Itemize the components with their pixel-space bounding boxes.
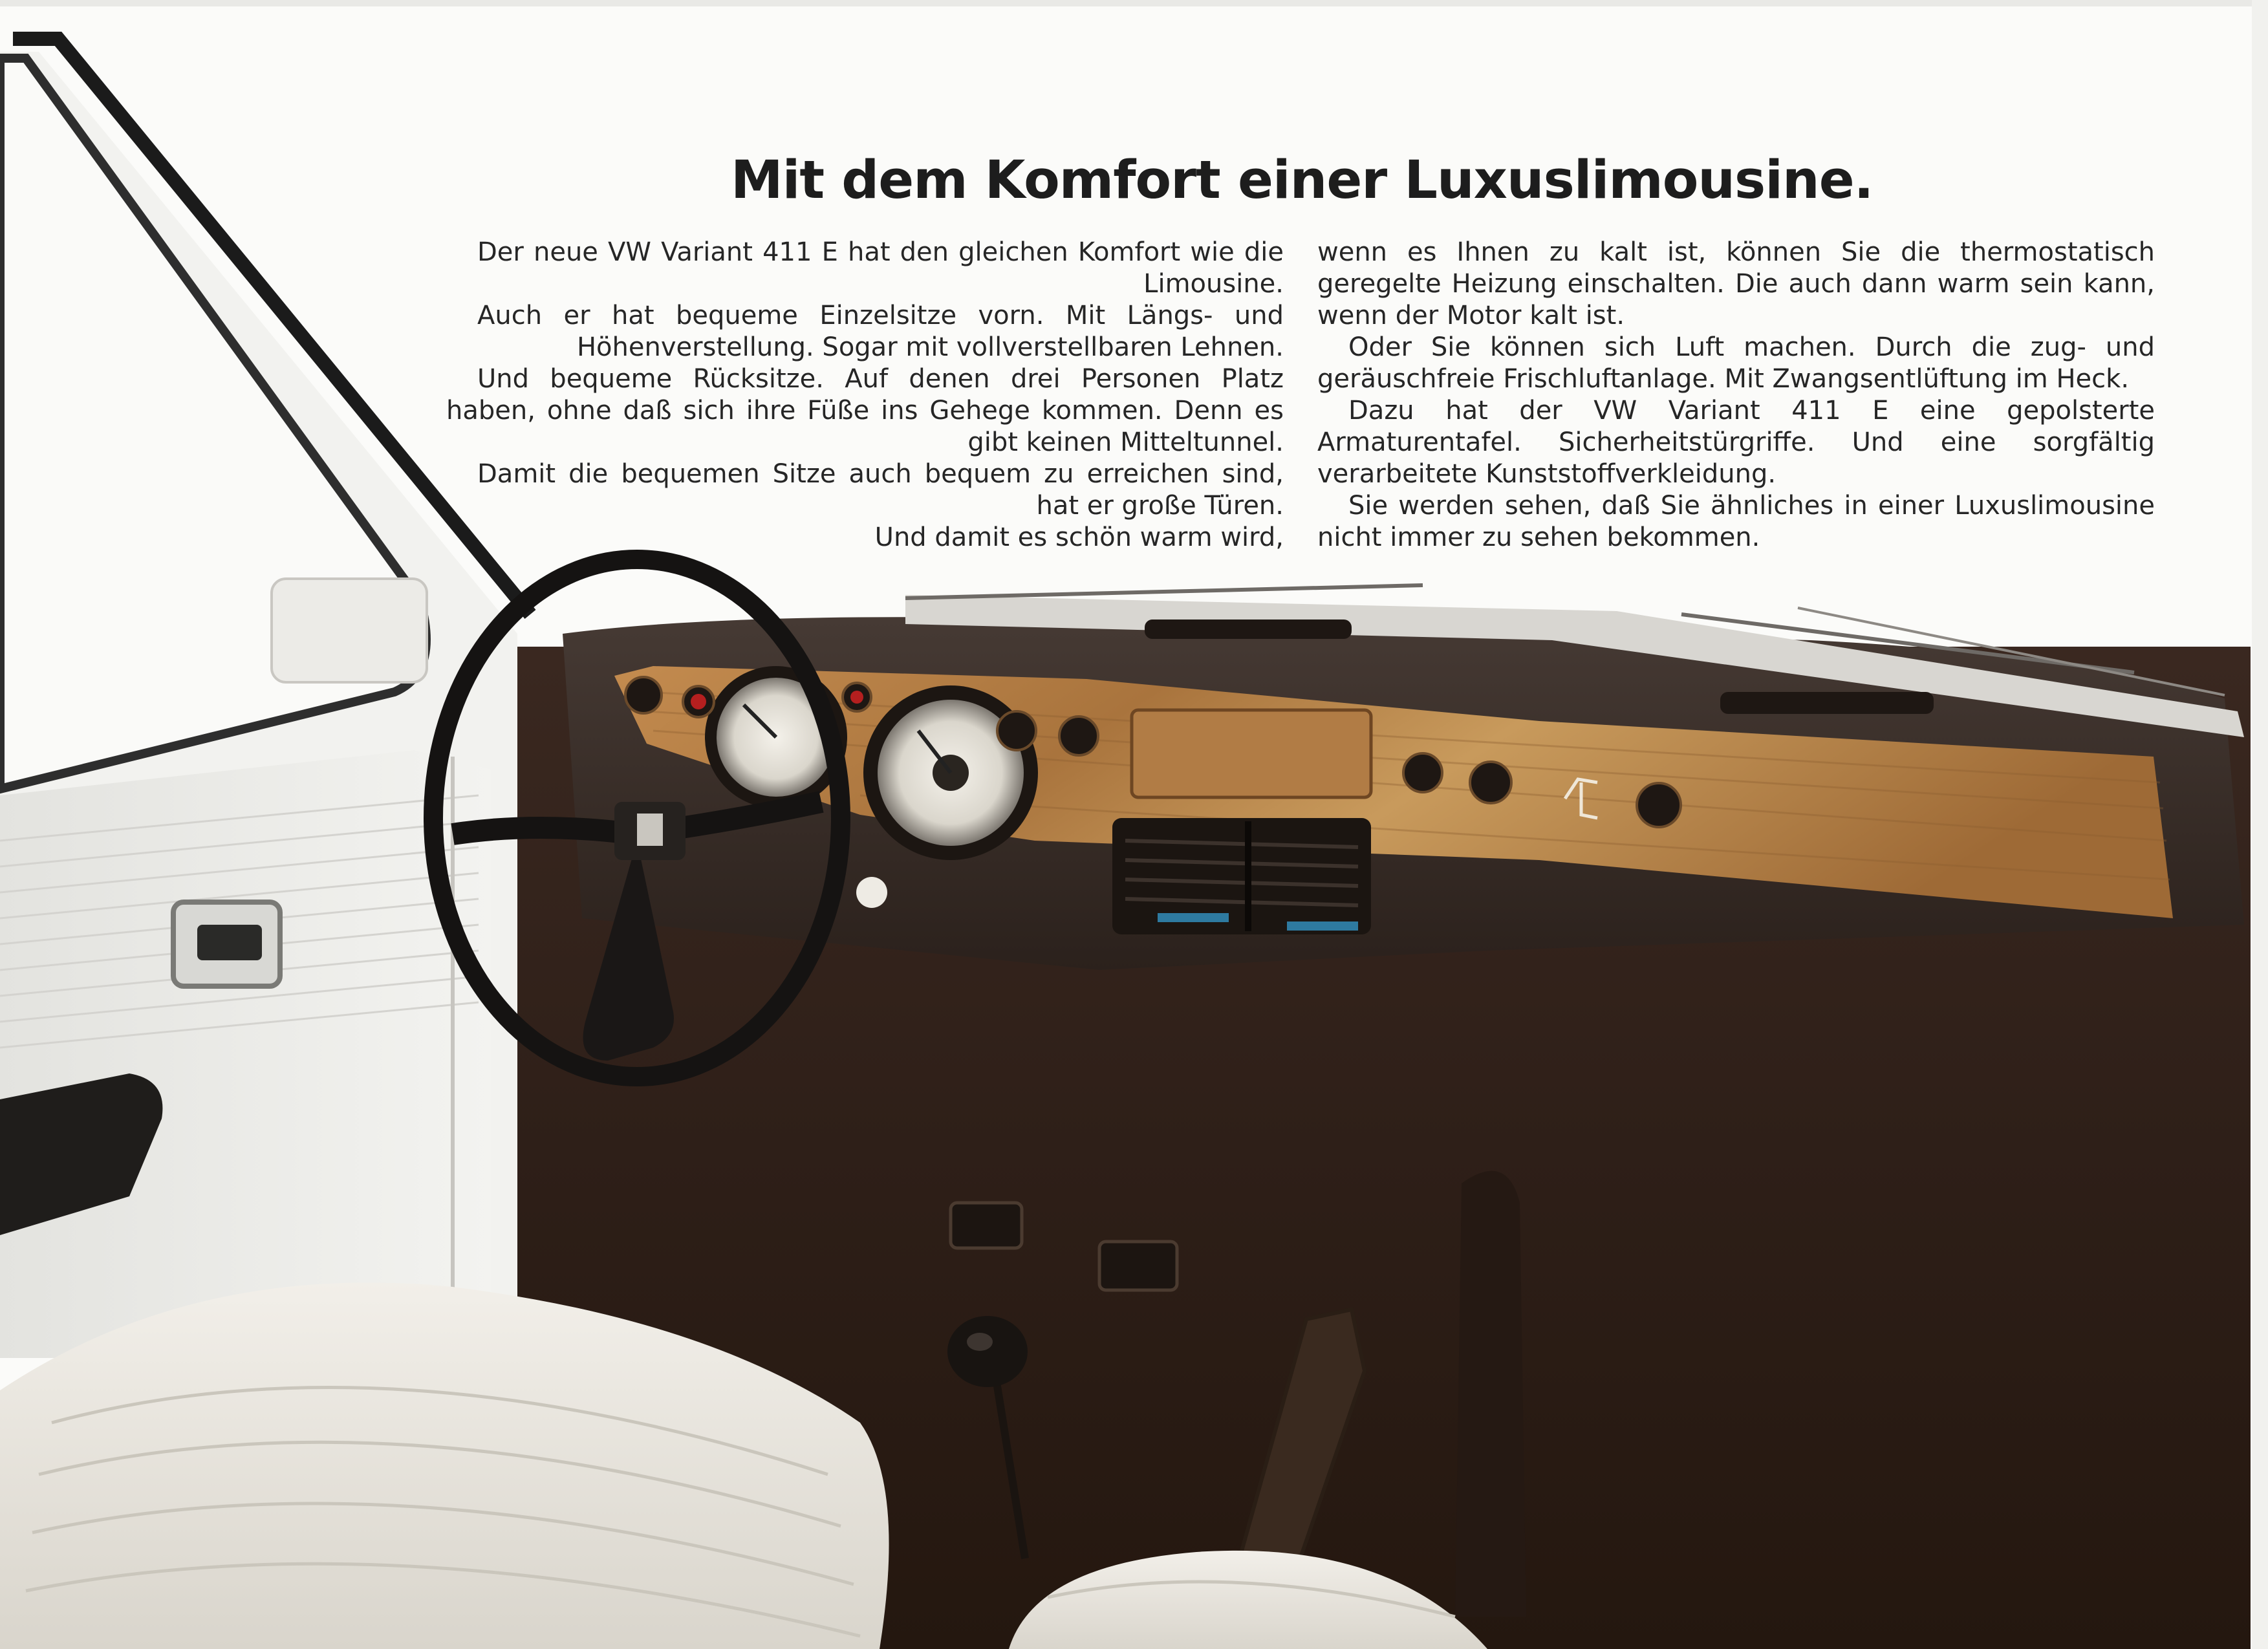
paragraph: wenn es Ihnen zu kalt ist, können Sie die thermostatisch geregelte Heizung einschalten. Die auch dann warm sein kann, wenn der Motor kalt ist. [1317,237,2155,330]
paragraph: Dazu hat der VW Variant 411 E eine gepolsterte Armaturentafel. Sicherheitstürgriffe. Und eine sorgfältig verarbeitete Kunststoffverkleidung. [1317,396,2155,489]
door-handle-icon [173,902,280,986]
paragraph: Der neue VW Variant 411 E hat den gleichen Komfort wie die Limousine. [477,237,1284,299]
paragraph: Oder Sie können sich Luft machen. Durch die zug- und geräuschfreie Frischluftanlage. Mit Zwangsentlüftung im Heck. [1317,332,2155,394]
switch-icon [1403,753,1442,792]
ignition-lock-icon [1637,783,1681,827]
door-panel [0,750,491,1358]
vent-icon [1112,818,1371,934]
paragraph: Und damit es schön warm wird, [874,523,1284,552]
paragraph: Und bequeme Rücksitze. Auf denen drei Personen Platz haben, ohne daß sich ihre Füße ins Gehege kommen. Denn es gibt keinen Mitteltunnel. [446,364,1284,457]
body-text-right-column [1317,237,2155,554]
pedal-icon [951,1203,1022,1248]
body-text-left-column [446,237,1284,554]
wiper-switch-icon [1059,717,1098,755]
fan-switch-icon [997,711,1036,750]
pedal-icon [1099,1242,1177,1290]
hazard-switch-icon [1470,762,1511,803]
paragraph: Auch er hat bequeme Einzelsitze vorn. Mit Längs- und Höhenverstellung. Sogar mit vollverstellbaren Lehnen. [477,301,1284,362]
paragraph: Sie werden sehen, daß Sie ähnliches in einer Luxuslimousine nicht immer zu sehen bekommen. [1317,491,2155,552]
switch-icon [625,677,662,713]
paragraph: Damit die bequemen Sitze auch bequem zu erreichen sind, hat er große Türen. [477,459,1284,521]
page-headline: Mit dem Komfort einer Luxuslimousine. [731,150,1874,211]
